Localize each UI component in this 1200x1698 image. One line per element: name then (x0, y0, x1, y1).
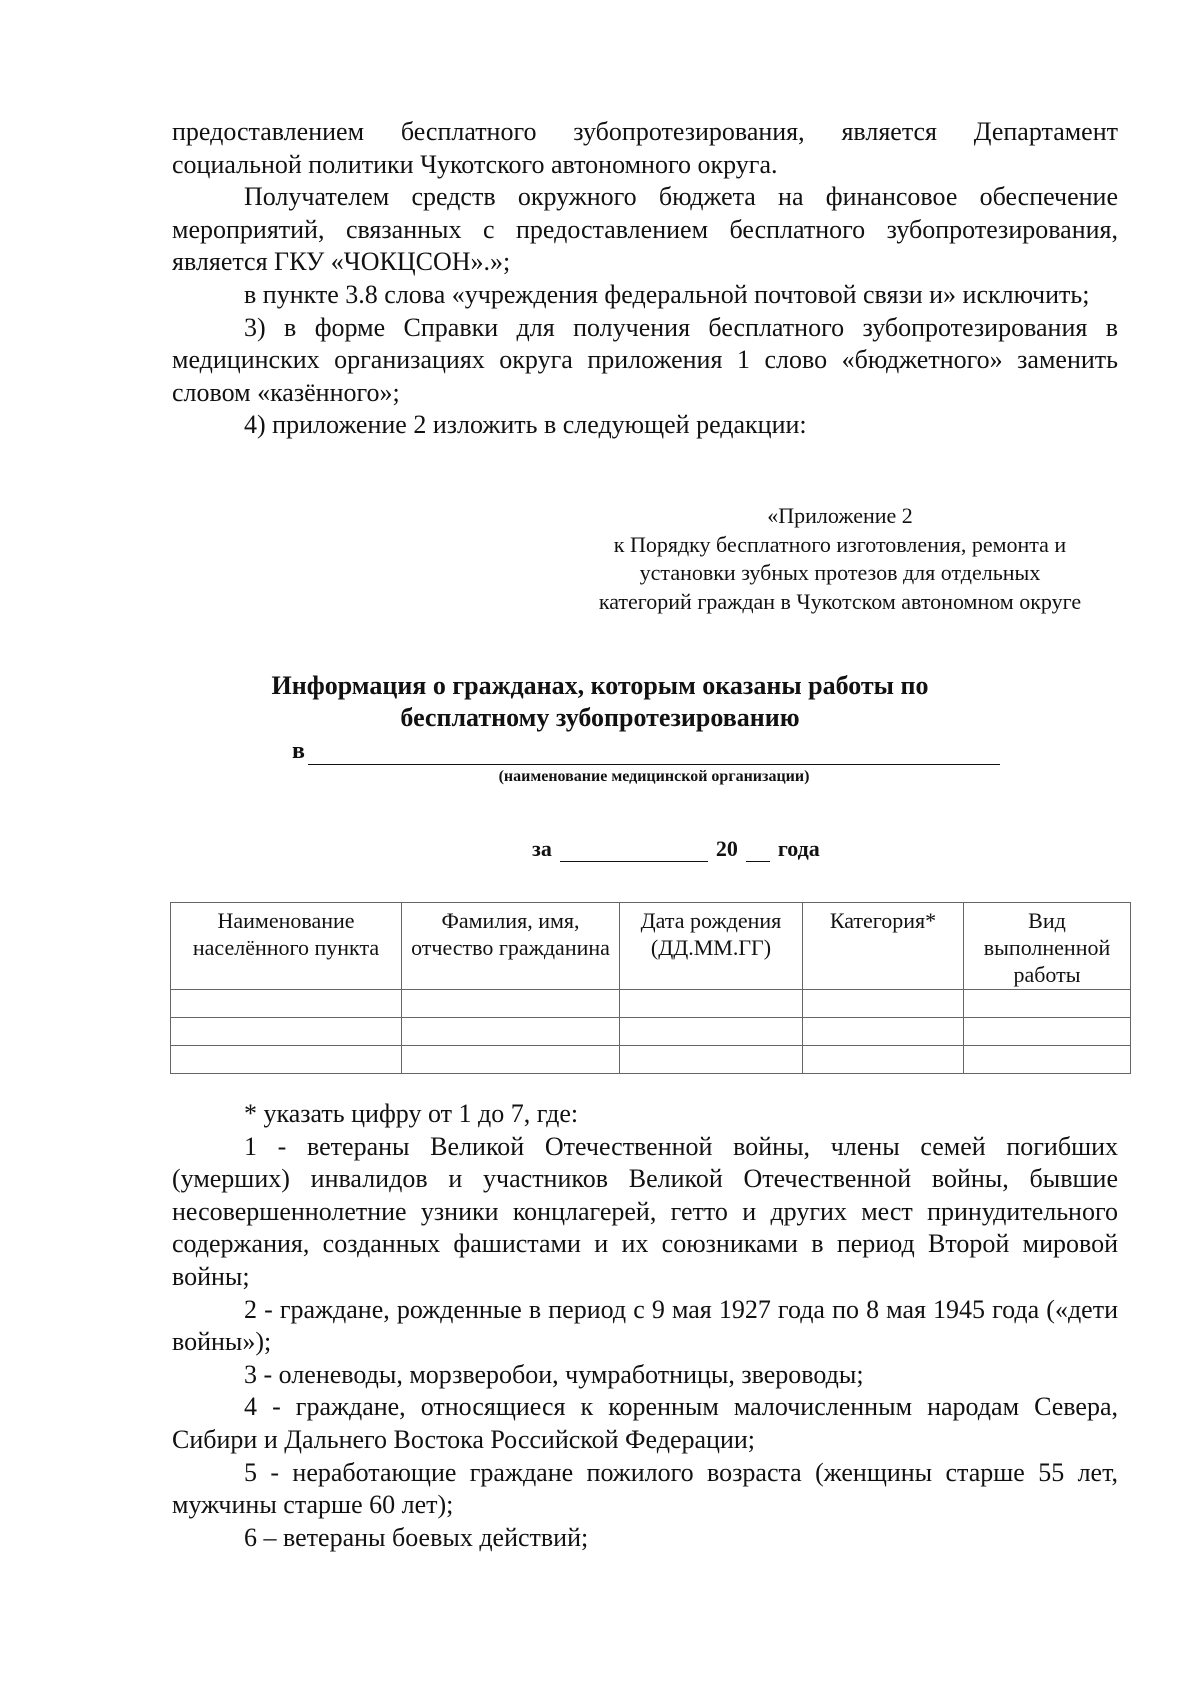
note-paragraph: 1 - ветераны Великой Отечественной войны, члены семей погибших (умерших) инвалидов и участников Великой Отечественной войны, бывшие несовершеннолетние узники концлагерей, гетто и других мест принудительного содержания, созданных фашистами и их союзниками в период Второй мировой войны; (172, 1131, 1118, 1291)
table-cell (620, 1018, 803, 1046)
table-cell (964, 1018, 1131, 1046)
appendix-header (560, 502, 1120, 616)
table-cell (803, 1018, 964, 1046)
note-paragraph: * указать цифру от 1 до 7, где: (244, 1099, 579, 1128)
note-paragraph: 2 - граждане, рожденные в период с 9 мая 1927 года по 8 мая 1945 года («дети войны»); (172, 1294, 1118, 1357)
note-paragraph: 6 – ветераны боевых действий; (244, 1522, 589, 1552)
note-paragraph: 4 - граждане, относящиеся к коренным малочисленным народам Севера, Сибири и Дальнего Востока Российской Федерации; (172, 1392, 1118, 1454)
intro-paragraph: предоставлением бесплатного зубопротезирования, является Департамент социальной политики Чукотского автономного округа. (172, 117, 1118, 179)
table-cell (964, 1046, 1131, 1074)
table-cell (402, 1046, 620, 1074)
intro-paragraph: Получателем средств окружного бюджета на финансовое обеспечение мероприятий, связанных с предоставлением бесплатного зубопротезирования, является ГКУ «ЧОКЦСОН».»; (172, 182, 1118, 277)
appendix-line: к Порядку бесплатного изготовления, ремонта и (613, 531, 1067, 557)
appendix-line: «Приложение 2 (767, 503, 913, 528)
intro-paragraph: в пункте 3.8 слова «учреждения федеральной почтовой связи и» исключить; (244, 279, 1090, 309)
organization-caption: (наименование медицинской организации) (498, 768, 810, 785)
table-cell (620, 990, 803, 1018)
table-cell (402, 1018, 620, 1046)
header-work-type: Вид выполненной работы (964, 903, 1131, 990)
table-cell (171, 1018, 402, 1046)
table-cell (964, 990, 1131, 1018)
table-row (171, 1046, 1131, 1074)
period-year: 20 (715, 836, 738, 861)
citizens-table (170, 902, 1131, 1074)
header-category: Категория* (803, 903, 964, 990)
note-paragraph: 3 - оленеводы, морзверобои, чумработницы, звероводы; (244, 1359, 864, 1389)
table-header-row (171, 903, 1131, 990)
appendix-line: установки зубных протезов для отдельных (639, 560, 1041, 585)
header-settlement: Наименование населённого пункта (171, 903, 402, 990)
period-suffix: года (777, 836, 820, 861)
table-row (171, 1018, 1131, 1046)
intro-paragraph: 4) приложение 2 изложить в следующей редакции: (244, 410, 807, 440)
table-cell (171, 1046, 402, 1074)
year-blank (746, 841, 770, 862)
header-birth-date: Дата рождения (ДД.ММ.ГГ) (620, 903, 803, 990)
intro-text (172, 116, 1118, 442)
table-cell (620, 1046, 803, 1074)
intro-paragraph: 3) в форме Справки для получения бесплатного зубопротезирования в медицинских организациях округа приложения 1 слово «бюджетного» заменить словом «казённого»; (172, 312, 1118, 407)
table-cell (803, 990, 964, 1018)
table-cell (803, 1046, 964, 1074)
category-notes (172, 1098, 1118, 1554)
organization-prefix: в (292, 738, 305, 764)
form-title-line: Информация о гражданах, которым оказаны работы по (271, 671, 929, 700)
table-cell (171, 990, 402, 1018)
form-title-line: бесплатному зубопротезированию (400, 703, 800, 732)
table-cell (402, 990, 620, 1018)
form-title (200, 670, 1000, 734)
organization-blank-line (308, 764, 1000, 765)
appendix-line: категорий граждан в Чукотском автономном округе (598, 588, 1082, 614)
period-prefix: за (532, 836, 552, 861)
header-full-name: Фамилия, имя, отчество гражданина (402, 903, 620, 990)
period-blank (560, 841, 708, 862)
note-paragraph: 5 - неработающие граждане пожилого возраста (женщины старше 55 лет, мужчины старше 60 лет); (172, 1457, 1118, 1520)
table-row (171, 990, 1131, 1018)
period-line (532, 836, 820, 862)
